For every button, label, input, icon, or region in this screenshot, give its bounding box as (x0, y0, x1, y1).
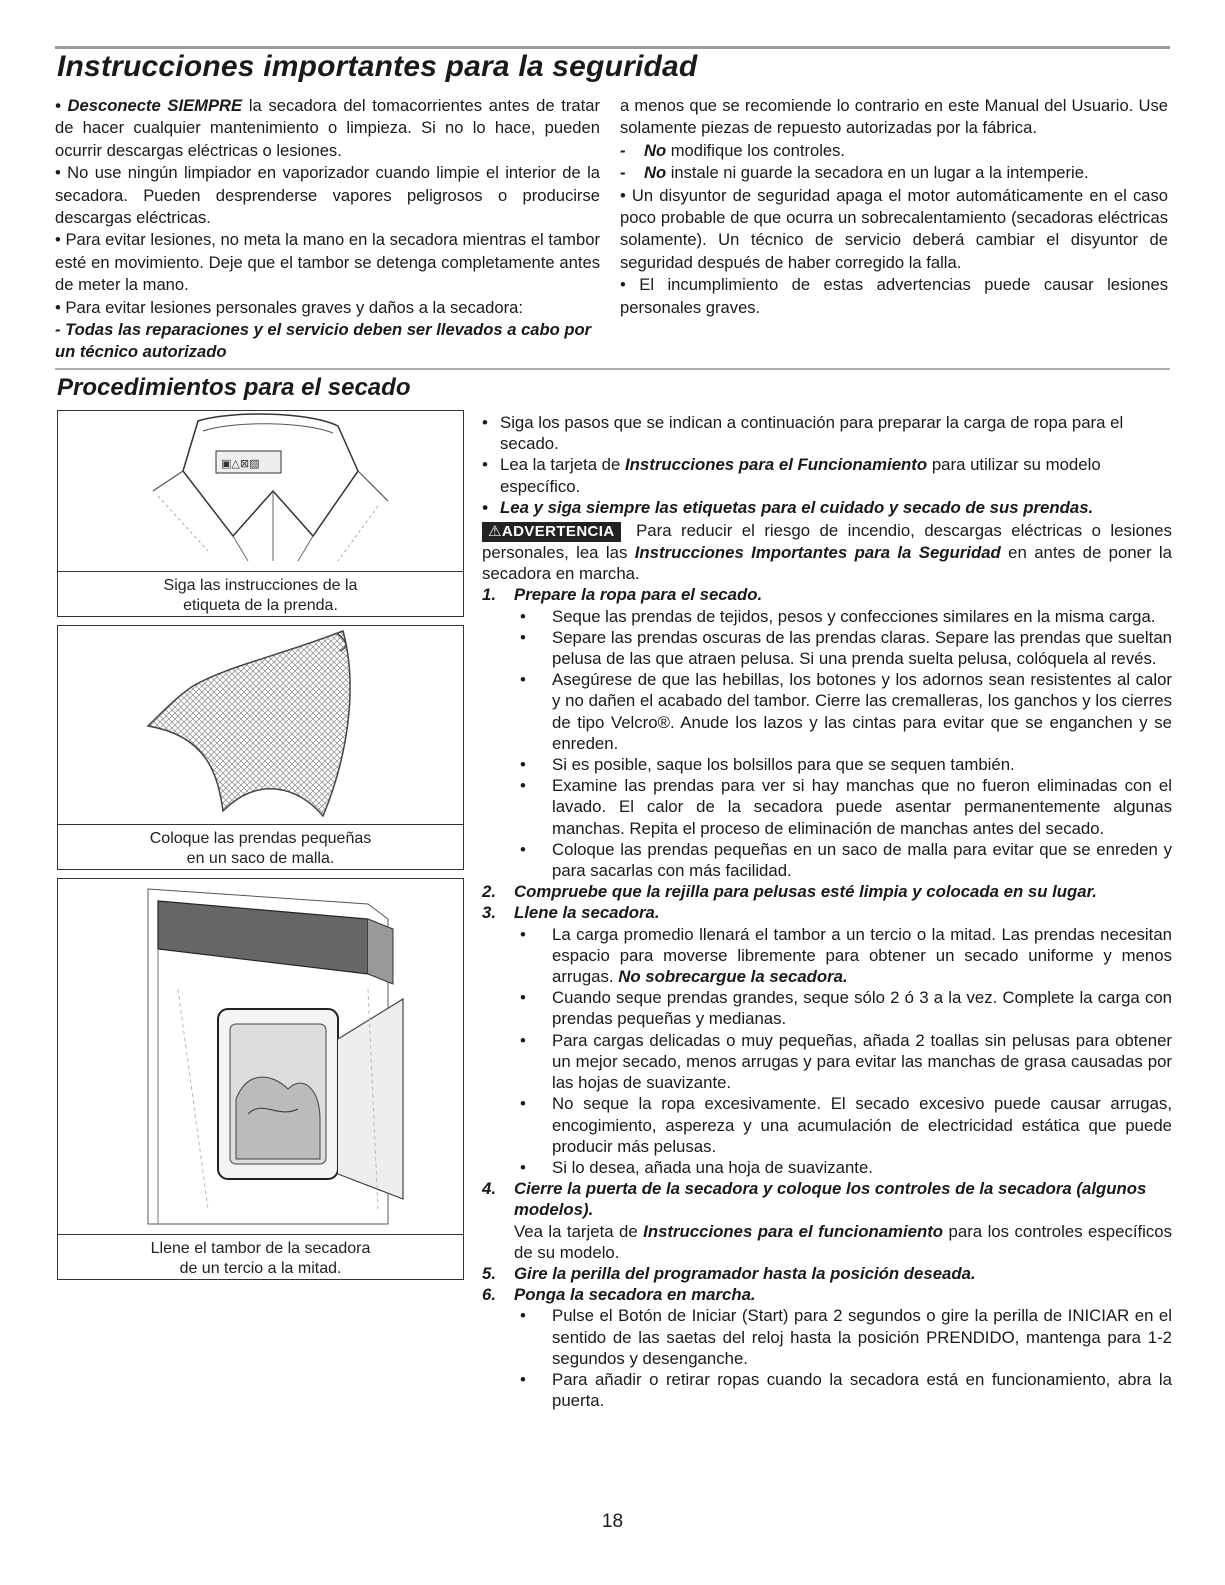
drying-procedure (482, 412, 1172, 1411)
step-heading: 1. Prepare la ropa para el secado. (482, 585, 763, 605)
figure-caption (58, 824, 463, 869)
safety-left-para: • Desconecte SIEMPRE la secadora del tomacorrientes antes de tratar de hacer cualquier mantenimiento o limpieza. Si no lo hace, pueden ocurrir descargas eléctricas o lesiones. (55, 96, 600, 160)
figure-dryer (57, 878, 464, 1280)
intro-bullet: • Siga los pasos que se indican a continuación para preparar la carga de ropa para el secado. (482, 412, 1172, 454)
step-item: • La carga promedio llenará el tambor a un tercio o la mitad. Las prendas necesitan espacio para moverse libremente para obtener un secado uniforme y menos arrugas. No sobrecargue la secadora. (482, 924, 1172, 988)
step-item: • Para añadir o retirar ropas cuando la secadora está en funcionamiento, abra la puerta. (482, 1369, 1172, 1411)
step-item: • Pulse el Botón de Iniciar (Start) para 2 segundos o gire la perilla de INICIAR en el sentido de las saetas del reloj hasta la posición PRENDIDO, mantenga para 1-2 segundos y desenganche. (482, 1305, 1172, 1369)
safety-left-para: • Para evitar lesiones personales graves y daños a la secadora: (55, 297, 523, 317)
safety-left-para: • Para evitar lesiones, no meta la mano en la secadora mientras el tambor esté en movimiento. Deje que el tambor se detenga completamente antes de meter la mano. (55, 230, 600, 295)
warning-paragraph: ⚠ADVERTENCIA Para reducir el riesgo de incendio, descargas eléctricas o lesiones personales, lea las Instrucciones Importantes para la Seguridad en antes de poner la secadora en marcha. (482, 521, 1172, 584)
safety-left-column (55, 95, 600, 364)
step-item: • Cuando seque prendas grandes, seque sólo 2 ó 3 a la vez. Complete la carga con prendas pequeñas y medianas. (482, 987, 1172, 1029)
figure-caption (58, 571, 463, 616)
drying-title: Procedimientos para el secado (57, 374, 411, 401)
step-heading: 6. Ponga la secadora en marcha. (482, 1285, 756, 1305)
svg-text:▣△⊠▨: ▣△⊠▨ (221, 457, 260, 470)
step-heading: 2. Compruebe que la rejilla para pelusas esté limpia y colocada en su lugar. (482, 882, 1097, 902)
safety-left-para: • No use ningún limpiador en vaporizador cuando limpie el interior de la secadora. Pueden desprenderse vapores peligrosos o producirse descargas eléctricas. (55, 163, 600, 228)
warning-badge: ⚠ADVERTENCIA (482, 522, 621, 542)
step-item: • Seque las prendas de tejidos, pesos y confecciones similares en la misma carga. (482, 606, 1172, 627)
figure-garment-label (57, 410, 464, 617)
figure-caption (58, 1234, 463, 1279)
section-rule (55, 368, 1170, 370)
step-item: • Para cargas delicadas o muy pequeñas, añada 2 toallas sin pelusas para obtener un mejor secado, menos arrugas y para evitar las manchas de grasa causadas por las hojas de suavizante. (482, 1030, 1172, 1094)
step-item: • Examine las prendas para ver si hay manchas que no fueron eliminadas con el lavado. El calor de la secadora puede asentar permanentemente algunas manchas. Repita el proceso de eliminación de manchas antes del secado. (482, 775, 1172, 839)
step-item: • Si lo desea, añada una hoja de suavizante. (482, 1157, 1172, 1178)
shirt-collar-illustration (58, 411, 463, 569)
safety-right-para: - No modifique los controles. (620, 140, 846, 160)
safety-left-para: - Todas las reparaciones y el servicio deben ser llevados a cabo por un técnico autorizado (55, 320, 592, 362)
safety-right-para: a menos que se recomiende lo contrario en este Manual del Usuario. Use solamente piezas de repuesto autorizadas por la fábrica. (620, 96, 1168, 138)
step-text: Vea la tarjeta de Instrucciones para el funcionamiento para los controles específicos de su modelo. (514, 1221, 1173, 1262)
step-item: • Separe las prendas oscuras de las prendas claras. Separe las prendas que sueltan pelusa de las que atraen pelusa. Si una prenda suelta pelusa, colóquela al revés. (482, 627, 1172, 669)
top-rule (55, 46, 1170, 49)
caption-line: Coloque las prendas pequeñas (149, 830, 372, 847)
mesh-bag-illustration (58, 626, 463, 822)
step-item: • Coloque las prendas pequeñas en un saco de malla para evitar que se enreden y para sacarlas con más facilidad. (482, 839, 1172, 881)
step-item: • No seque la ropa excesivamente. El secado excesivo puede causar arrugas, encogimiento, aspereza y una acumulación de electricidad estática que puede producir más pelusas. (482, 1093, 1172, 1157)
step-heading: 4. Cierre la puerta de la secadora y coloque los controles de la secadora (algunos modelos). (482, 1179, 1147, 1220)
step-heading: 3. Llene la secadora. (482, 903, 660, 923)
safety-right-para: • El incumplimiento de estas advertencias puede causar lesiones personales graves. (620, 275, 1168, 317)
dryer-illustration (58, 879, 463, 1231)
step-item: • Asegúrese de que las hebillas, los botones y los adornos sean resistentes al calor y no dañen el acabado del tambor. Cierre las cremalleras, los ganchos y los cierres de tipo Velcro®. Anude los lazos y las cintas para evitar que se enganchen y se enreden. (482, 669, 1172, 754)
caption-line: etiqueta de la prenda. (183, 597, 338, 614)
step-item: • Si es posible, saque los bolsillos para que se sequen también. (482, 754, 1172, 775)
safety-right-para: - No instale ni guarde la secadora en un lugar a la intemperie. (620, 163, 1089, 183)
caption-line: de un tercio a la mitad. (179, 1260, 342, 1277)
safety-right-para: • Un disyuntor de seguridad apaga el motor automáticamente en el caso poco probable de que ocurra un sobrecalentamiento (secadoras eléctricas solamente). Un técnico de servicio deberá cambiar el disyuntor de seguridad después de haber corregido la falla. (620, 185, 1168, 272)
page-number: 18 (601, 1511, 624, 1532)
intro-bullet: • Lea la tarjeta de Instrucciones para el Funcionamiento para utilizar su modelo específico. (482, 454, 1172, 496)
safety-title: Instrucciones importantes para la seguridad (57, 50, 698, 83)
figure-mesh-bag (57, 625, 464, 870)
intro-bullet-emphasis: • Lea y siga siempre las etiquetas para el cuidado y secado de sus prendas. (482, 497, 1172, 518)
caption-line: en un saco de malla. (186, 850, 335, 867)
step-heading: 5. Gire la perilla del programador hasta la posición deseada. (482, 1263, 976, 1283)
caption-line: Llene el tambor de la secadora (150, 1240, 371, 1257)
caption-line: Siga las instrucciones de la (163, 577, 358, 594)
safety-right-column (620, 95, 1168, 319)
